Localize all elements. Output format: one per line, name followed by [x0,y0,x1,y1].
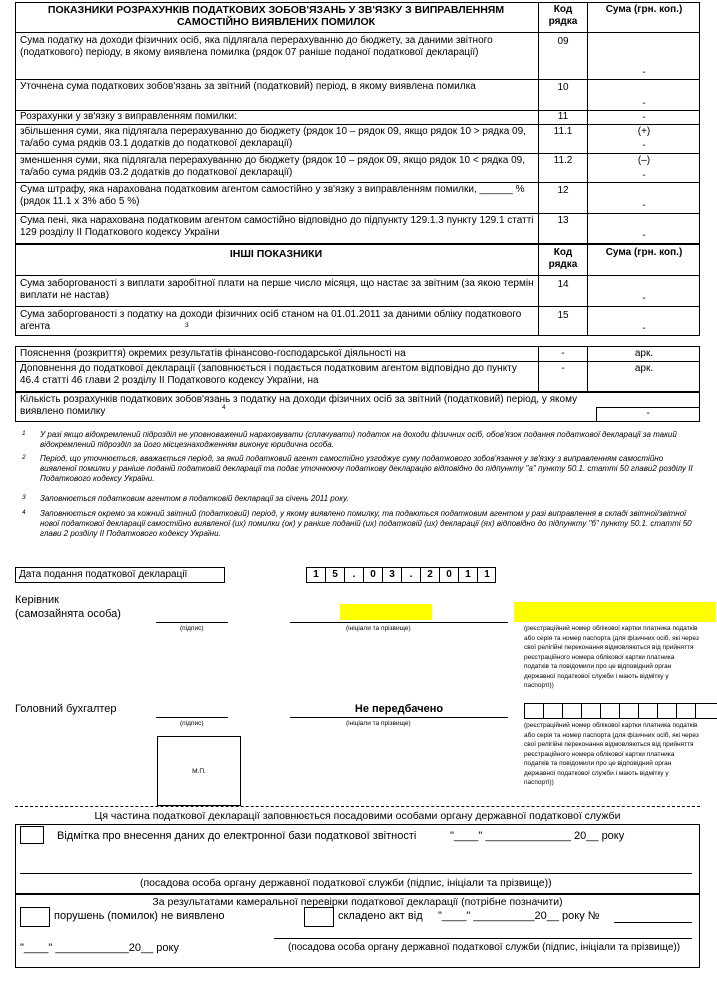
row-10-text: Уточнена сума податкових зобов'язань за звітний (податковий) період, в якому виявлена помилка [20,81,476,92]
row-11-value[interactable]: - [642,112,646,123]
row-11-code: 11 [557,111,569,122]
date-digit: 1 [465,569,471,580]
audit-header: За результатами камеральної перевірки податкової декларації (потрібне позначити) [152,896,563,908]
footnote-1-text: У разі якщо відокремлений підрозділ не уповноважений нараховувати (сплачувати) податок на доходи фізичних осіб, обов'язок подання податкової декларації за такий відокремлений підрозділ за його місцезнаходженням виконує юридична особа. [40,430,677,449]
count-footnote-ref: 4 [222,404,226,411]
explanation-sheets[interactable]: арк. [634,348,654,359]
accountant-signature-line[interactable] [156,717,228,718]
row-11-1-code: 11.1 [553,126,573,137]
supplement-sheets[interactable]: арк. [634,363,654,374]
footnote-2-text: Період, що уточнюється, вважається період, за який податковий агент самостійно узгоджує суму податкового зобов'язання у зв'язку з виправленням самостійно виявленої помилки у раніше поданій податковій декларації та подає уточнюючу податкову декларацію відповідно до підпункту "а" пункту 50.1. статті 50 глави2 розділу ІІ Податкового кодексу України. [40,454,693,483]
row-12-value[interactable]: - [642,200,646,211]
accountant-name: Не передбачено [354,703,444,715]
head-signature-caption: (підпис) [180,625,204,632]
date-digit: . [352,569,356,580]
head-reg-caption: (реєстраційний номер облікової картки платника податків або серія та номер паспорта (для фізичних осіб, які через свої релігійні переконання відмовляються від прийняття реєстраційного номера облікової картки платника податків та повідомили про це відповідний орган державної податкової служби і мають відмітку у паспорті)) [524,625,699,689]
supplement-text: Доповнення до податкової декларації (заповнюється і подається податковим агентом відповідно до пункту 46.4 статті 46 глави 2 розділу ІІ Податкового кодексу України, на [20,363,517,386]
date-digit: 3 [389,569,395,580]
accountant-reg-caption: (реєстраційний номер облікової картки платника податків або серія та номер паспорта (для фізичних осіб, які через свої релігійні переконання відмовляються від прийняття реєстраційного номера облікової картки платника податків та повідомили про це відповідний орган державної податкової служби і мають відмітку у паспорті)) [524,722,699,786]
entry-official-caption: (посадова особа органу державної податкової служби (підпис, ініціали та прізвище)) [140,877,552,889]
count-text: Кількість розрахунків податкових зобов'язань з податку на доходи фізичних осіб за звітний (податковий) період, у якому виявлено помилку [20,394,578,417]
bottom-official-line[interactable] [274,938,692,939]
act-date[interactable]: "____" __________20__ року № [438,910,600,922]
tax-office-header: Ця частина податкової декларації заповнюється посадовими особами органу державної податкової служби [94,810,621,822]
date-digit: . [409,569,413,580]
bottom-official-caption: (посадова особа органу державної податкової служби (підпис, ініціали та прізвище)) [288,942,681,953]
submission-label: Дата подання податкової декларації [19,569,188,580]
row-15-text: Сума заборгованості з податку на доходи фізичних осіб станом на 01.01.2011 за даними обліку податкового агента [20,309,522,332]
row-11-1-text: збільшення суми, яка підлягала перерахуванню до бюджету (рядок 10 – рядок 09, якщо рядок 10 > рядка 09, та/або сума рядків 03.1 додатків до податкової декларації) [20,126,526,149]
row-15-code: 15 [557,310,569,321]
act-checkbox[interactable] [304,907,334,927]
no-violations-label: порушень (помилок) не виявлено [54,910,225,922]
date-digit: 1 [484,569,490,580]
sum-header: Сума (грн. коп.) [605,4,683,15]
row-15-value[interactable]: - [642,323,646,334]
bottom-date[interactable]: "____" ____________20__ року [20,942,179,954]
footnote-3-text: Заповнюється податковим агентом в податковій декларації за січень 2011 року. [40,494,349,503]
date-digit: 0 [446,569,452,580]
row-15-footnote-ref: 3 [185,322,189,329]
row-14-value[interactable]: - [642,293,646,304]
accountant-reg-number-field[interactable] [524,703,717,719]
count-value[interactable]: - [646,408,650,419]
head-name-line[interactable] [290,622,508,623]
sum-header: Сума (грн. коп.) [605,247,683,258]
row-11-1-sign: (+) [637,126,651,137]
head-signature-line[interactable] [156,622,228,623]
entry-official-line[interactable] [20,873,692,874]
row-11-2-code: 11.2 [553,155,573,166]
row-14-code: 14 [557,279,569,290]
row-09-text: Сума податку на доходи фізичних осіб, яка підлягала перерахуванню до бюджету, за даними звітного (податкового) періоду, в якому виявлена помилка (рядок 07 раніше поданої податкової декларації) [20,35,493,58]
row-13-value[interactable]: - [642,230,646,241]
table-title: ІНШІ ПОКАЗНИКИ [229,248,323,260]
act-label: складено акт від [338,910,423,922]
entry-checkbox[interactable] [20,826,44,844]
row-11-text: Розрахунки у зв'язку з виправленням помилки: [20,111,237,122]
head-reg-highlight [514,602,716,622]
footnote-1-num: 1 [22,430,26,437]
row-10-code: 10 [557,82,569,93]
row-11-1-value[interactable]: - [642,140,646,151]
no-violations-checkbox[interactable] [20,907,50,927]
footnote-3-num: 3 [22,494,26,501]
row-09-value[interactable]: - [642,67,646,78]
row-11-2-value[interactable]: - [642,170,646,181]
row-14-text: Сума заборгованості з виплати заробітної плати на перше число місяця, що настає за звітним (за якою термін виплати не настав) [20,278,534,301]
footnote-4-num: 4 [22,509,26,516]
date-digit: 5 [332,569,338,580]
accountant-signature-caption: (підпис) [180,720,204,727]
entry-label: Відмітка про внесення даних до електронної бази податкової звітності [57,830,417,842]
row-11-2-text: зменшення суми, яка підлягала перерахуванню до бюджету (рядок 10 – рядок 09, якщо рядок 10 < рядка 09, та/або сума рядків 03.2 додатків до податкової декларації) [20,155,526,178]
row-12-code: 12 [557,185,569,196]
row-10-value[interactable]: - [642,98,646,109]
date-digit: 0 [370,569,376,580]
head-sublabel: (самозайнята особа) [15,608,121,620]
head-label: Керівник [15,594,59,606]
row-13-code: 13 [557,215,569,226]
table-title: ПОКАЗНИКИ РОЗРАХУНКІВ ПОДАТКОВИХ ЗОБОВ'ЯЗАНЬ У ЗВ'ЯЗКУ З ВИПРАВЛЕННЯМ САМОСТІЙНО ВИЯВЛЕНИХ ПОМИЛОК [47,4,505,28]
explanation-text: Пояснення (розкриття) окремих результатів фінансово-господарської діяльності на [20,348,406,359]
date-digit: 2 [427,569,433,580]
cut-line [15,806,700,807]
footnote-2-num: 2 [22,454,26,461]
supplement-code: - [561,363,565,374]
footnote-4-text: Заповнюється окремо за кожний звітний (податковий) період, у якому виявлено помилку, та подаються податковим агентом у разі виправлення в складі звітної/звітної нової податкової декларації самостійно виявленої (их) помилки (ок) у раніше поданій (их) податковій (их) декларації (ях) відповідно до підпункту "б" пункту 50.1. статті 50 глави 2 розділу ІІ Податкового кодексу України. [40,509,692,538]
stamp-label: М.П. [192,768,206,775]
row-09-code: 09 [557,36,569,47]
row-12-text: Сума штрафу, яка нарахована податковим агентом самостійно у зв'язку з виправленням помилки, ______ % (рядок 11.1 х 3% або 5 %) [20,184,525,207]
code-header: Код рядка [548,247,578,270]
act-number-line[interactable] [614,922,692,923]
row-13-text: Сума пені, яка нарахована податковим агентом самостійно відповідно до підпункту 129.1.3 пункту 129.1 статті 129 розділу ІІ Податкового кодексу України [20,215,534,238]
row-11-2-sign: (–) [637,155,651,166]
date-digit: 1 [313,569,319,580]
head-name-highlight [340,604,432,620]
explanation-code: - [561,348,565,359]
accountant-label: Головний бухгалтер [15,703,117,715]
accountant-name-caption: (ініціали та прізвище) [346,720,411,727]
entry-date[interactable]: "____" ______________ 20__ року [450,830,625,842]
head-name-caption: (ініціали та прізвище) [346,625,411,632]
code-header: Код рядка [548,4,578,27]
